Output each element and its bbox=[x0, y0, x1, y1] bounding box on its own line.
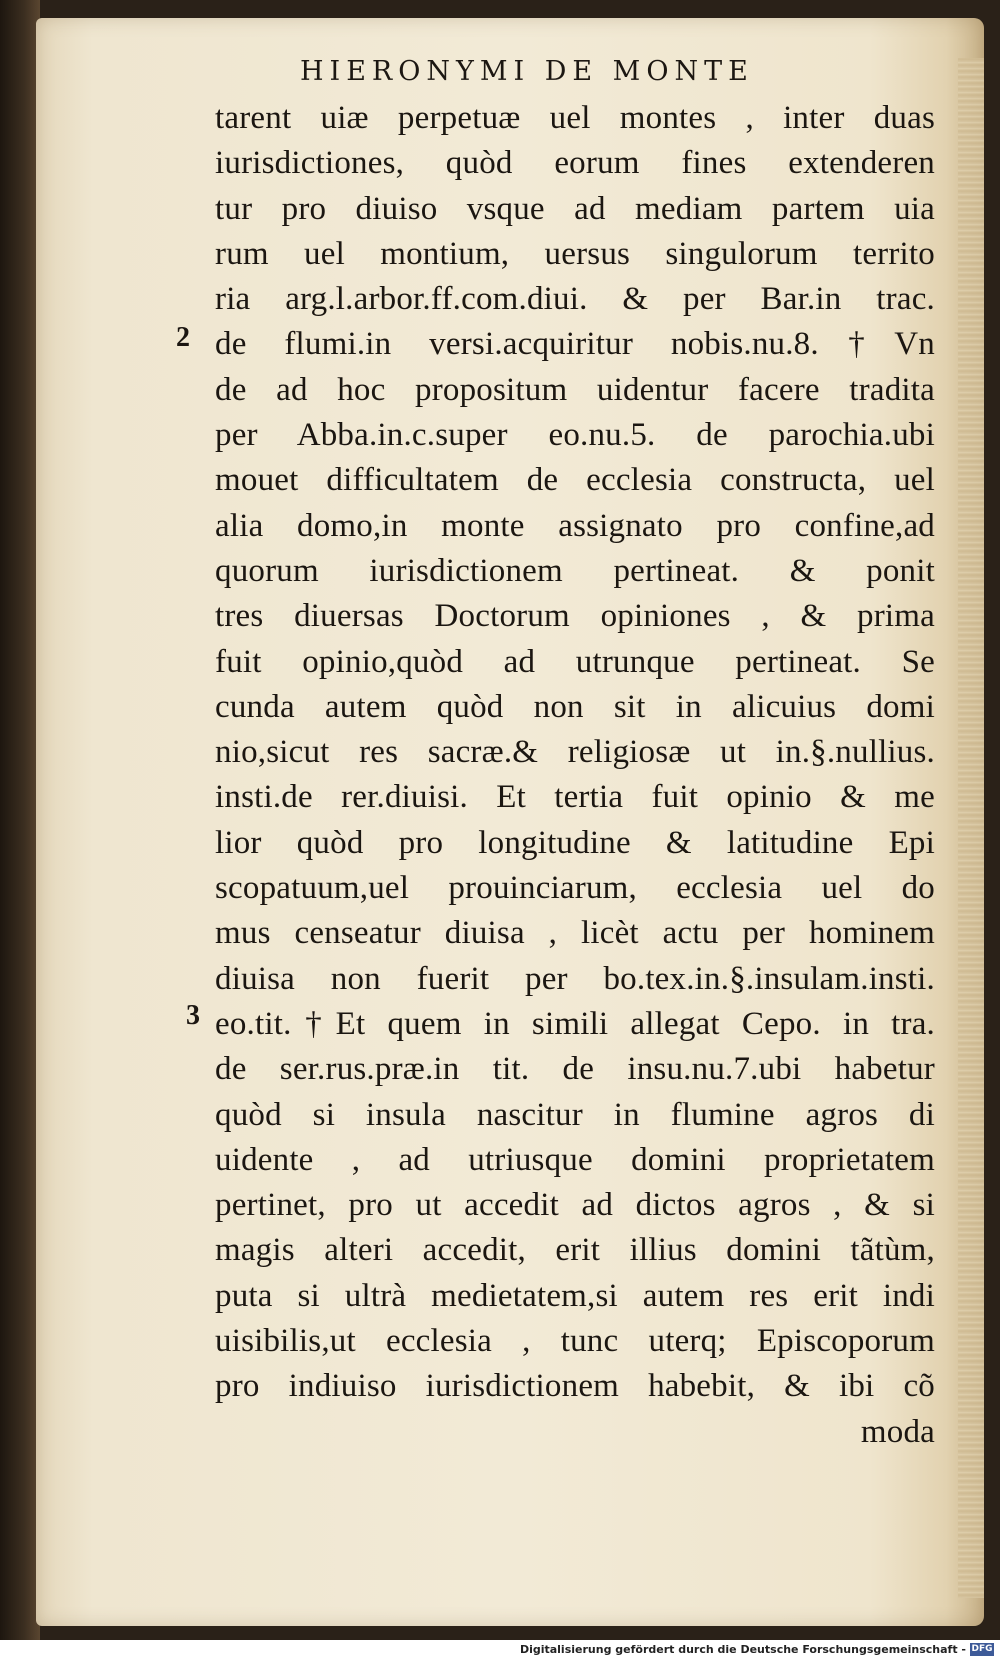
text-line: per Abba.in.c.super eo.nu.5. de parochia.ubi bbox=[215, 417, 935, 454]
text-line: rum uel montium, uersus singulorum territo bbox=[215, 235, 935, 272]
funding-notice: Digitalisierung gefördert durch die Deutsche Forschungsgemeinschaft - bbox=[519, 1643, 966, 1656]
margin-number-3: 3 bbox=[186, 1000, 200, 1031]
text-line: tur pro diuiso vsque ad mediam partem uia bbox=[215, 190, 935, 227]
text-line: eo.tit.†Et quem in simili allegat Cepo. in tra. bbox=[215, 1005, 935, 1042]
text-line: tarent uiæ perpetuæ uel montes , inter duas bbox=[215, 100, 935, 136]
margin-number-2: 2 bbox=[176, 322, 190, 353]
text-line: magis alteri accedit, erit illius domini tãtùm, bbox=[215, 1232, 935, 1269]
text-line: nio,sicut res sacræ.& religiosæ ut in.§.nullius. bbox=[215, 734, 935, 771]
binding-edge bbox=[0, 0, 40, 1640]
text-line: diuisa non fuerit per bo.tex.in.§.insulam.insti. bbox=[215, 960, 935, 997]
text-line: quòd si insula nascitur in flumine agros di bbox=[215, 1096, 935, 1133]
text-line: de flumi.in versi.acquiritur nobis.nu.8.†Vn bbox=[215, 326, 935, 363]
catchword: moda bbox=[860, 1413, 935, 1450]
footer-bar bbox=[0, 1640, 1000, 1661]
text-line: quorum iurisdictionem pertineat. & ponit bbox=[215, 552, 935, 589]
text-line: pertinet, pro ut accedit ad dictos agros , & si bbox=[215, 1187, 935, 1224]
text-line: alia domo,in monte assignato pro confine,ad bbox=[215, 507, 935, 544]
text-line: uisibilis,ut ecclesia , tunc uterq; Episcoporum bbox=[215, 1323, 935, 1360]
text-line: mus censeatur diuisa , licèt actu per hominem bbox=[215, 915, 935, 952]
body-text bbox=[215, 96, 935, 1455]
text-line: puta si ultrà medietatem,si autem res erit indi bbox=[215, 1277, 935, 1314]
text-line: insti.de rer.diuisi. Et tertia fuit opinio & me bbox=[215, 779, 935, 816]
text-line: cunda autem quòd non sit in alicuius domi bbox=[215, 688, 935, 725]
text-line: ria arg.l.arbor.ff.com.diui. & per Bar.in trac. bbox=[215, 281, 935, 318]
page-fore-edge bbox=[958, 58, 984, 1598]
text-line: de ser.rus.præ.in tit. de insu.nu.7.ubi habetur bbox=[215, 1051, 935, 1088]
text-line: fuit opinio,quòd ad utrunque pertineat. Se bbox=[215, 643, 935, 680]
text-line: mouet difficultatem de ecclesia constructa, uel bbox=[215, 462, 935, 499]
dfg-logo-icon: DFG bbox=[971, 1644, 993, 1654]
text-line: iurisdictiones, quòd eorum fines extenderen bbox=[215, 145, 935, 182]
text-line: tres diuersas Doctorum opiniones , & prima bbox=[215, 598, 935, 635]
text-line: uidente , ad utriusque domini proprietatem bbox=[215, 1141, 935, 1178]
running-head: HIERONYMI DE MONTE bbox=[300, 56, 754, 87]
text-line: pro indiuiso iurisdictionem habebit, & ibi cõ bbox=[215, 1368, 935, 1405]
text-line: lior quòd pro longitudine & latitudine Epi bbox=[215, 824, 935, 861]
text-line: de ad hoc propositum uidentur facere tradita bbox=[215, 371, 935, 408]
text-line: scopatuum,uel prouinciarum, ecclesia uel do bbox=[215, 870, 935, 907]
